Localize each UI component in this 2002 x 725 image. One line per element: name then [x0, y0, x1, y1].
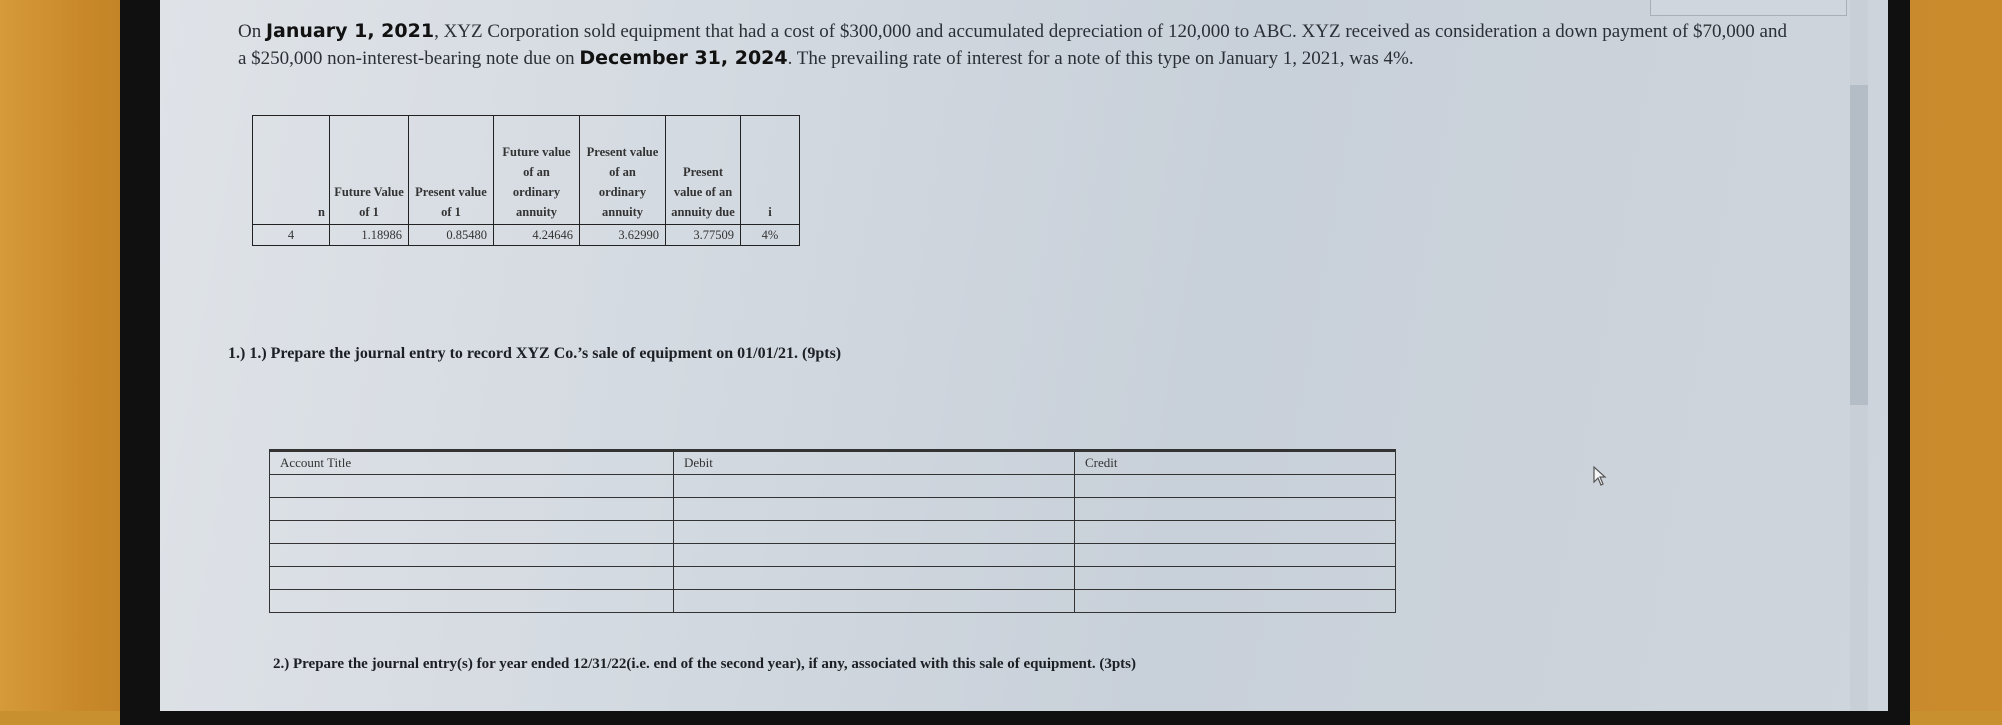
pv-header-row [253, 116, 800, 225]
scrollbar-thumb[interactable] [1850, 85, 1868, 405]
intro-text-1: On [238, 21, 266, 42]
pv-cell-pv1: 0.85480 [409, 225, 494, 246]
problem-statement [238, 18, 1788, 72]
pv-header-pvoa: Present value of an ordinary annuity [580, 116, 666, 225]
pv-cell-pvoa: 3.62990 [580, 225, 666, 246]
intro-text-3: . The prevailing rate of interest for a note of this type on January 1, 2021, was 4%. [787, 48, 1414, 69]
je-cell-debit[interactable] [674, 521, 1075, 544]
je-cell-account[interactable] [270, 544, 674, 567]
intro-date-1: January 1, 2021 [265, 20, 435, 42]
je-header-credit: Credit [1075, 451, 1396, 475]
pv-header-n: n [253, 116, 330, 225]
je-header-row [270, 451, 1396, 475]
je-cell-debit[interactable] [674, 475, 1075, 498]
je-cell-account[interactable] [270, 475, 674, 498]
journal-entry-table [269, 449, 1396, 613]
pv-header-fv1: Future Value of 1 [330, 116, 409, 225]
je-cell-account[interactable] [270, 590, 674, 613]
je-row [270, 521, 1396, 544]
pv-header-fvoa: Future value of an ordinary annuity [494, 116, 580, 225]
je-row [270, 567, 1396, 590]
je-cell-account[interactable] [270, 567, 674, 590]
je-cell-debit[interactable] [674, 544, 1075, 567]
je-header-account: Account Title [270, 451, 674, 475]
je-cell-debit[interactable] [674, 567, 1075, 590]
je-cell-credit[interactable] [1075, 521, 1396, 544]
pv-header-pvad: Present value of an annuity due [666, 116, 741, 225]
pv-cell-fvoa: 4.24646 [494, 225, 580, 246]
intro-date-2: December 31, 2024 [579, 47, 788, 69]
je-header-debit: Debit [674, 451, 1075, 475]
je-cell-credit[interactable] [1075, 544, 1396, 567]
je-cell-account[interactable] [270, 498, 674, 521]
je-cell-credit[interactable] [1075, 498, 1396, 521]
top-field[interactable] [1650, 0, 1847, 16]
document-page [160, 0, 1888, 711]
je-cell-credit[interactable] [1075, 567, 1396, 590]
je-row [270, 498, 1396, 521]
mouse-cursor-icon [1593, 466, 1607, 491]
question-2: 2.) Prepare the journal entry(s) for year ended 12/31/22(i.e. end of the second year), if any, associated with this sale of equipment. (3pts) [273, 656, 1136, 672]
pv-cell-i: 4% [741, 225, 800, 246]
je-row [270, 544, 1396, 567]
pv-cell-pvad: 3.77509 [666, 225, 741, 246]
je-cell-account[interactable] [270, 521, 674, 544]
pv-data-row [253, 225, 800, 246]
je-row [270, 475, 1396, 498]
pv-header-pv1: Present value of 1 [409, 116, 494, 225]
je-cell-credit[interactable] [1075, 475, 1396, 498]
intro-text-2: , XYZ Corporation sold equipment that had a cost of $300,000 and accumulated depreciation of 120,000 to ABC. XYZ received as consideration a down payment of $70,000 and a $250,000 non-interest-bearing note due on [238, 21, 1787, 69]
pv-cell-fv1: 1.18986 [330, 225, 409, 246]
je-row [270, 590, 1396, 613]
je-cell-debit[interactable] [674, 590, 1075, 613]
question-1: 1.) 1.) Prepare the journal entry to record XYZ Co.’s sale of equipment on 01/01/21. (9pts) [228, 345, 842, 362]
pv-header-i: i [741, 116, 800, 225]
pv-cell-n: 4 [253, 225, 330, 246]
je-cell-debit[interactable] [674, 498, 1075, 521]
je-cell-credit[interactable] [1075, 590, 1396, 613]
present-value-table [252, 115, 800, 246]
